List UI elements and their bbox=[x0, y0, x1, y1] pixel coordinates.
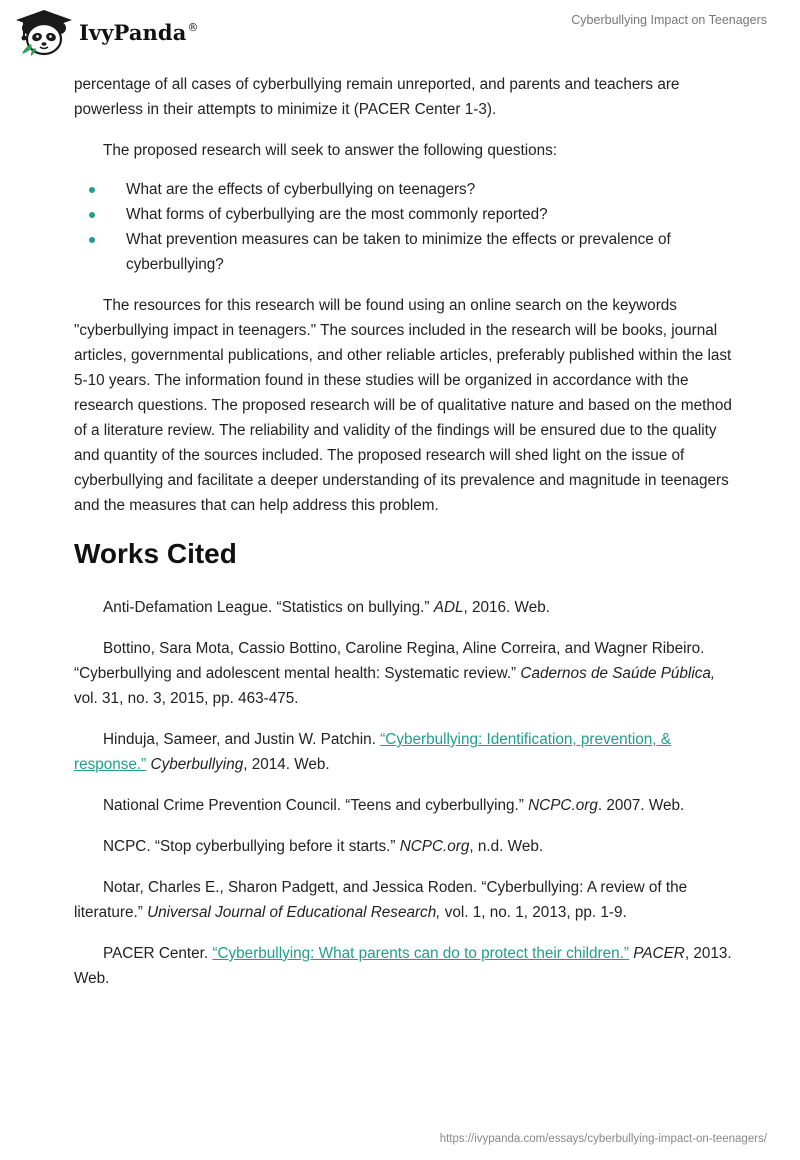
list-item: What forms of cyberbullying are the most commonly reported? bbox=[74, 202, 734, 227]
list-item: What prevention measures can be taken to minimize the effects or prevalence of cyberbullying? bbox=[74, 227, 734, 277]
reference-ncpc-teens: National Crime Prevention Council. “Teens and cyberbullying.” NCPC.org. 2007. Web. bbox=[103, 797, 685, 814]
essay-content bbox=[74, 72, 734, 1007]
source-url: https://ivypanda.com/essays/cyberbullying-impact-on-teenagers/ bbox=[439, 1133, 767, 1145]
reference-hinduja: Hinduja, Sameer, and Justin W. Patchin. “Cyberbullying: Identification, prevention, & response.” Cyberbullying, 2014. Web. bbox=[74, 731, 672, 773]
research-questions-list bbox=[74, 177, 734, 277]
works-cited-heading: Works Cited bbox=[74, 538, 237, 569]
paragraph-intro-continuation: percentage of all cases of cyberbullying remain unreported, and parents and teachers are powerless in their attempts to minimize it (PACER Center 1-3). bbox=[74, 76, 680, 118]
reference-pacer: PACER Center. “Cyberbullying: What parents can do to protect their children.” PACER, 2013. Web. bbox=[74, 945, 732, 987]
paragraph-questions-intro: The proposed research will seek to answer the following questions: bbox=[103, 142, 558, 159]
reference-link-pacer[interactable]: “Cyberbullying: What parents can do to protect their children.” bbox=[212, 945, 630, 962]
reference-bottino: Bottino, Sara Mota, Cassio Bottino, Caroline Regina, Aline Correira, and Wagner Ribeiro. “Cyberbullying and adolescent mental health: Systematic review.” Cadernos de Saúde Pública, vol. 31, no. 3, 2015, pp. 463-475. bbox=[74, 640, 716, 707]
ivypanda-logo[interactable] bbox=[14, 8, 199, 56]
reference-ncpc-stop: NCPC. “Stop cyberbullying before it starts.” NCPC.org, n.d. Web. bbox=[103, 838, 544, 855]
reference-adl: Anti-Defamation League. “Statistics on bullying.” ADL, 2016. Web. bbox=[103, 599, 550, 616]
list-item: What are the effects of cyberbullying on teenagers? bbox=[74, 177, 734, 202]
reference-link-hinduja[interactable]: “Cyberbullying: Identification, prevention, & response.” bbox=[74, 731, 672, 773]
running-title: Cyberbullying Impact on Teenagers bbox=[571, 13, 767, 27]
paragraph-resources: The resources for this research will be found using an online search on the keywords "cyberbullying impact in teenagers." The sources included in the research will be books, journal articles, governmental publications, and other reliable articles, preferably published within the last 5-10 years. The information found in these studies will be organized in accordance with the research questions. The proposed research will be of qualitative nature and based on the method of a literature review. The reliability and validity of the findings will be ensured due to the quality and quantity of the sources included. The proposed research will shed light on the issue of cyberbullying and facilitate a deeper understanding of its prevalence and magnitude in teenagers and the measures that can help address this problem. bbox=[74, 297, 732, 514]
reference-notar: Notar, Charles E., Sharon Padgett, and Jessica Roden. “Cyberbullying: A review of the literature.” Universal Journal of Educational Research, vol. 1, no. 1, 2013, pp. 1-9. bbox=[74, 879, 688, 921]
brand-name: IvyPanda® bbox=[79, 19, 199, 45]
page-header bbox=[0, 0, 800, 70]
panda-graduate-icon bbox=[14, 8, 74, 56]
